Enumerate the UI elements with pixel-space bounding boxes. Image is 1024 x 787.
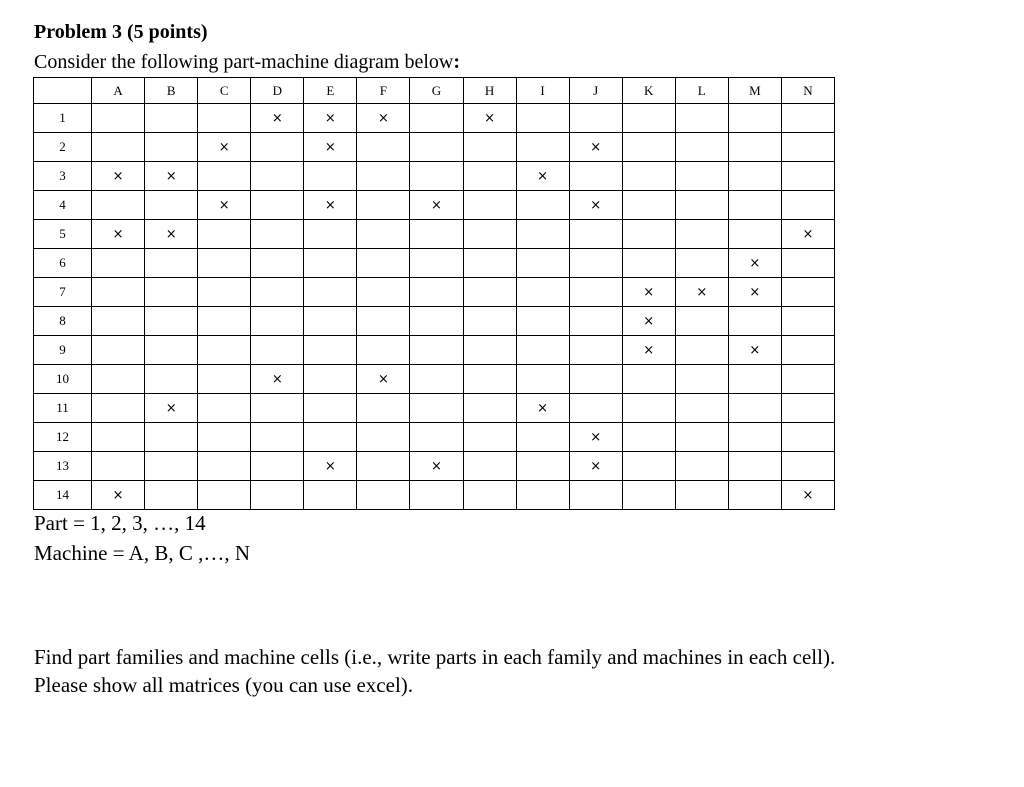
empty-cell-5-c bbox=[198, 220, 251, 249]
empty-cell-3-n bbox=[781, 162, 834, 191]
empty-cell-12-n bbox=[781, 423, 834, 452]
part-row-2 bbox=[34, 133, 835, 162]
part-row-8 bbox=[34, 307, 835, 336]
mark-cell-4-g: × bbox=[410, 191, 463, 220]
empty-cell-12-l bbox=[675, 423, 728, 452]
part-row-13 bbox=[34, 452, 835, 481]
part-row-12 bbox=[34, 423, 835, 452]
empty-cell-12-a bbox=[92, 423, 145, 452]
empty-cell-11-m bbox=[728, 394, 781, 423]
empty-cell-14-l bbox=[675, 481, 728, 510]
empty-cell-12-i bbox=[516, 423, 569, 452]
empty-cell-14-f bbox=[357, 481, 410, 510]
empty-cell-9-h bbox=[463, 336, 516, 365]
mark-cell-2-c: × bbox=[198, 133, 251, 162]
part-label-9: 9 bbox=[34, 336, 92, 365]
machine-header-i: I bbox=[516, 78, 569, 104]
empty-cell-11-d bbox=[251, 394, 304, 423]
machine-header-j: J bbox=[569, 78, 622, 104]
part-label-14: 14 bbox=[34, 481, 92, 510]
empty-cell-4-a bbox=[92, 191, 145, 220]
machine-header-b: B bbox=[145, 78, 198, 104]
empty-cell-11-l bbox=[675, 394, 728, 423]
empty-cell-1-a bbox=[92, 104, 145, 133]
empty-cell-4-f bbox=[357, 191, 410, 220]
empty-cell-4-n bbox=[781, 191, 834, 220]
mark-cell-6-m: × bbox=[728, 249, 781, 278]
empty-cell-10-k bbox=[622, 365, 675, 394]
empty-cell-14-h bbox=[463, 481, 516, 510]
mark-cell-1-f: × bbox=[357, 104, 410, 133]
mark-cell-4-j: × bbox=[569, 191, 622, 220]
empty-cell-5-h bbox=[463, 220, 516, 249]
machine-header-e: E bbox=[304, 78, 357, 104]
empty-cell-13-m bbox=[728, 452, 781, 481]
machine-header-g: G bbox=[410, 78, 463, 104]
empty-cell-6-n bbox=[781, 249, 834, 278]
empty-cell-13-a bbox=[92, 452, 145, 481]
empty-cell-12-f bbox=[357, 423, 410, 452]
empty-cell-6-i bbox=[516, 249, 569, 278]
empty-cell-2-f bbox=[357, 133, 410, 162]
empty-cell-2-b bbox=[145, 133, 198, 162]
empty-cell-7-e bbox=[304, 278, 357, 307]
empty-cell-1-i bbox=[516, 104, 569, 133]
empty-cell-5-d bbox=[251, 220, 304, 249]
empty-cell-7-i bbox=[516, 278, 569, 307]
empty-cell-6-b bbox=[145, 249, 198, 278]
empty-cell-8-e bbox=[304, 307, 357, 336]
empty-cell-11-e bbox=[304, 394, 357, 423]
mark-cell-2-j: × bbox=[569, 133, 622, 162]
empty-cell-6-h bbox=[463, 249, 516, 278]
empty-cell-6-j bbox=[569, 249, 622, 278]
empty-cell-9-g bbox=[410, 336, 463, 365]
empty-cell-9-f bbox=[357, 336, 410, 365]
empty-cell-8-m bbox=[728, 307, 781, 336]
empty-cell-11-k bbox=[622, 394, 675, 423]
empty-cell-3-l bbox=[675, 162, 728, 191]
empty-cell-6-l bbox=[675, 249, 728, 278]
empty-cell-4-m bbox=[728, 191, 781, 220]
mark-cell-8-k: × bbox=[622, 307, 675, 336]
intro-text bbox=[34, 51, 460, 74]
empty-cell-8-i bbox=[516, 307, 569, 336]
part-label-5: 5 bbox=[34, 220, 92, 249]
empty-cell-14-d bbox=[251, 481, 304, 510]
empty-cell-1-b bbox=[145, 104, 198, 133]
empty-cell-14-c bbox=[198, 481, 251, 510]
empty-cell-10-n bbox=[781, 365, 834, 394]
part-label-12: 12 bbox=[34, 423, 92, 452]
empty-cell-5-l bbox=[675, 220, 728, 249]
empty-cell-6-e bbox=[304, 249, 357, 278]
mark-cell-13-j: × bbox=[569, 452, 622, 481]
empty-cell-9-d bbox=[251, 336, 304, 365]
empty-cell-8-f bbox=[357, 307, 410, 336]
empty-cell-14-k bbox=[622, 481, 675, 510]
mark-cell-1-e: × bbox=[304, 104, 357, 133]
empty-cell-9-j bbox=[569, 336, 622, 365]
machine-header-h: H bbox=[463, 78, 516, 104]
empty-cell-8-n bbox=[781, 307, 834, 336]
definitions bbox=[34, 508, 250, 568]
empty-cell-1-k bbox=[622, 104, 675, 133]
part-row-9 bbox=[34, 336, 835, 365]
empty-cell-5-e bbox=[304, 220, 357, 249]
empty-cell-5-m bbox=[728, 220, 781, 249]
part-label-1: 1 bbox=[34, 104, 92, 133]
empty-cell-1-c bbox=[198, 104, 251, 133]
mark-cell-5-a: × bbox=[92, 220, 145, 249]
machine-header-k: K bbox=[622, 78, 675, 104]
empty-cell-14-m bbox=[728, 481, 781, 510]
empty-cell-13-k bbox=[622, 452, 675, 481]
empty-cell-8-g bbox=[410, 307, 463, 336]
empty-cell-11-a bbox=[92, 394, 145, 423]
empty-cell-14-e bbox=[304, 481, 357, 510]
part-label-4: 4 bbox=[34, 191, 92, 220]
empty-cell-10-e bbox=[304, 365, 357, 394]
empty-cell-6-c bbox=[198, 249, 251, 278]
machine-header-l: L bbox=[675, 78, 728, 104]
mark-cell-10-f: × bbox=[357, 365, 410, 394]
empty-cell-10-a bbox=[92, 365, 145, 394]
empty-cell-2-h bbox=[463, 133, 516, 162]
empty-cell-2-i bbox=[516, 133, 569, 162]
empty-cell-12-d bbox=[251, 423, 304, 452]
mark-cell-7-l: × bbox=[675, 278, 728, 307]
empty-cell-12-k bbox=[622, 423, 675, 452]
mark-cell-14-n: × bbox=[781, 481, 834, 510]
empty-cell-1-j bbox=[569, 104, 622, 133]
machine-header-c: C bbox=[198, 78, 251, 104]
empty-cell-7-a bbox=[92, 278, 145, 307]
empty-cell-1-n bbox=[781, 104, 834, 133]
empty-cell-4-l bbox=[675, 191, 728, 220]
mark-cell-11-i: × bbox=[516, 394, 569, 423]
empty-cell-10-h bbox=[463, 365, 516, 394]
empty-cell-8-b bbox=[145, 307, 198, 336]
mark-cell-4-c: × bbox=[198, 191, 251, 220]
empty-cell-7-h bbox=[463, 278, 516, 307]
mark-cell-9-m: × bbox=[728, 336, 781, 365]
mark-cell-13-e: × bbox=[304, 452, 357, 481]
mark-cell-7-k: × bbox=[622, 278, 675, 307]
part-label-8: 8 bbox=[34, 307, 92, 336]
mark-cell-10-d: × bbox=[251, 365, 304, 394]
empty-cell-11-n bbox=[781, 394, 834, 423]
empty-cell-13-n bbox=[781, 452, 834, 481]
empty-cell-12-e bbox=[304, 423, 357, 452]
part-row-14 bbox=[34, 481, 835, 510]
empty-cell-13-b bbox=[145, 452, 198, 481]
empty-cell-6-g bbox=[410, 249, 463, 278]
empty-cell-3-e bbox=[304, 162, 357, 191]
part-label-11: 11 bbox=[34, 394, 92, 423]
empty-cell-4-i bbox=[516, 191, 569, 220]
empty-cell-9-n bbox=[781, 336, 834, 365]
empty-cell-2-m bbox=[728, 133, 781, 162]
part-label-13: 13 bbox=[34, 452, 92, 481]
empty-cell-5-g bbox=[410, 220, 463, 249]
empty-cell-1-l bbox=[675, 104, 728, 133]
empty-cell-9-b bbox=[145, 336, 198, 365]
empty-cell-2-d bbox=[251, 133, 304, 162]
task-line-2: Please show all matrices (you can use excel). bbox=[34, 673, 414, 697]
empty-cell-8-l bbox=[675, 307, 728, 336]
empty-cell-6-f bbox=[357, 249, 410, 278]
empty-cell-7-f bbox=[357, 278, 410, 307]
intro-sentence: Consider the following part-machine diagram below bbox=[34, 51, 454, 73]
empty-cell-5-k bbox=[622, 220, 675, 249]
empty-cell-4-b bbox=[145, 191, 198, 220]
mark-cell-4-e: × bbox=[304, 191, 357, 220]
empty-cell-14-i bbox=[516, 481, 569, 510]
empty-cell-13-l bbox=[675, 452, 728, 481]
empty-cell-12-h bbox=[463, 423, 516, 452]
empty-cell-6-a bbox=[92, 249, 145, 278]
mark-cell-11-b: × bbox=[145, 394, 198, 423]
empty-cell-10-m bbox=[728, 365, 781, 394]
empty-cell-5-f bbox=[357, 220, 410, 249]
empty-cell-3-d bbox=[251, 162, 304, 191]
empty-cell-9-l bbox=[675, 336, 728, 365]
empty-cell-2-l bbox=[675, 133, 728, 162]
empty-cell-10-b bbox=[145, 365, 198, 394]
empty-cell-7-n bbox=[781, 278, 834, 307]
empty-cell-11-h bbox=[463, 394, 516, 423]
mark-cell-14-a: × bbox=[92, 481, 145, 510]
empty-cell-2-n bbox=[781, 133, 834, 162]
empty-cell-3-j bbox=[569, 162, 622, 191]
mark-cell-12-j: × bbox=[569, 423, 622, 452]
empty-cell-3-g bbox=[410, 162, 463, 191]
empty-cell-7-g bbox=[410, 278, 463, 307]
empty-cell-11-f bbox=[357, 394, 410, 423]
empty-cell-14-j bbox=[569, 481, 622, 510]
empty-cell-8-d bbox=[251, 307, 304, 336]
part-definition: Part = 1, 2, 3, …, 14 bbox=[34, 511, 206, 535]
empty-cell-7-b bbox=[145, 278, 198, 307]
empty-cell-4-h bbox=[463, 191, 516, 220]
empty-cell-11-g bbox=[410, 394, 463, 423]
empty-cell-8-a bbox=[92, 307, 145, 336]
empty-cell-13-f bbox=[357, 452, 410, 481]
part-row-7 bbox=[34, 278, 835, 307]
empty-cell-2-a bbox=[92, 133, 145, 162]
intro-colon: : bbox=[453, 51, 460, 73]
empty-cell-13-d bbox=[251, 452, 304, 481]
mark-cell-3-b: × bbox=[145, 162, 198, 191]
part-row-3 bbox=[34, 162, 835, 191]
empty-cell-8-h bbox=[463, 307, 516, 336]
empty-cell-7-d bbox=[251, 278, 304, 307]
part-label-7: 7 bbox=[34, 278, 92, 307]
empty-cell-11-j bbox=[569, 394, 622, 423]
empty-cell-10-l bbox=[675, 365, 728, 394]
part-row-11 bbox=[34, 394, 835, 423]
mark-cell-7-m: × bbox=[728, 278, 781, 307]
empty-cell-13-h bbox=[463, 452, 516, 481]
empty-cell-9-i bbox=[516, 336, 569, 365]
mark-cell-1-d: × bbox=[251, 104, 304, 133]
empty-cell-7-j bbox=[569, 278, 622, 307]
empty-cell-13-c bbox=[198, 452, 251, 481]
part-label-10: 10 bbox=[34, 365, 92, 394]
machine-header-d: D bbox=[251, 78, 304, 104]
machine-header-row bbox=[34, 78, 835, 104]
part-row-6 bbox=[34, 249, 835, 278]
empty-cell-8-c bbox=[198, 307, 251, 336]
empty-cell-12-c bbox=[198, 423, 251, 452]
mark-cell-13-g: × bbox=[410, 452, 463, 481]
part-label-2: 2 bbox=[34, 133, 92, 162]
machine-definition: Machine = A, B, C ,…, N bbox=[34, 541, 250, 565]
empty-cell-7-c bbox=[198, 278, 251, 307]
machine-header-f: F bbox=[357, 78, 410, 104]
empty-cell-9-e bbox=[304, 336, 357, 365]
empty-cell-5-j bbox=[569, 220, 622, 249]
mark-cell-3-i: × bbox=[516, 162, 569, 191]
problem-heading: Problem 3 (5 points) bbox=[34, 21, 208, 43]
empty-cell-9-c bbox=[198, 336, 251, 365]
empty-cell-12-m bbox=[728, 423, 781, 452]
part-row-10 bbox=[34, 365, 835, 394]
empty-cell-10-c bbox=[198, 365, 251, 394]
empty-cell-2-k bbox=[622, 133, 675, 162]
mark-cell-5-n: × bbox=[781, 220, 834, 249]
empty-cell-6-d bbox=[251, 249, 304, 278]
mark-cell-9-k: × bbox=[622, 336, 675, 365]
empty-cell-3-f bbox=[357, 162, 410, 191]
empty-cell-12-b bbox=[145, 423, 198, 452]
empty-cell-10-j bbox=[569, 365, 622, 394]
empty-cell-3-k bbox=[622, 162, 675, 191]
empty-cell-1-m bbox=[728, 104, 781, 133]
machine-header-n: N bbox=[781, 78, 834, 104]
empty-cell-14-g bbox=[410, 481, 463, 510]
part-row-5 bbox=[34, 220, 835, 249]
empty-cell-9-a bbox=[92, 336, 145, 365]
task-line-1: Find part families and machine cells (i.e., write parts in each family and machines in each cell). bbox=[34, 645, 836, 669]
mark-cell-3-a: × bbox=[92, 162, 145, 191]
empty-cell-4-k bbox=[622, 191, 675, 220]
empty-cell-8-j bbox=[569, 307, 622, 336]
empty-cell-3-c bbox=[198, 162, 251, 191]
empty-cell-11-c bbox=[198, 394, 251, 423]
empty-cell-5-i bbox=[516, 220, 569, 249]
empty-cell-1-g bbox=[410, 104, 463, 133]
empty-cell-13-i bbox=[516, 452, 569, 481]
corner-cell bbox=[34, 78, 92, 104]
matrix-body bbox=[34, 104, 835, 510]
machine-header-m: M bbox=[728, 78, 781, 104]
empty-cell-4-d bbox=[251, 191, 304, 220]
empty-cell-6-k bbox=[622, 249, 675, 278]
empty-cell-10-i bbox=[516, 365, 569, 394]
part-label-6: 6 bbox=[34, 249, 92, 278]
empty-cell-2-g bbox=[410, 133, 463, 162]
empty-cell-3-h bbox=[463, 162, 516, 191]
part-label-3: 3 bbox=[34, 162, 92, 191]
part-row-4 bbox=[34, 191, 835, 220]
empty-cell-14-b bbox=[145, 481, 198, 510]
part-machine-matrix bbox=[33, 77, 835, 510]
part-row-1 bbox=[34, 104, 835, 133]
mark-cell-1-h: × bbox=[463, 104, 516, 133]
task-instructions bbox=[34, 643, 835, 699]
mark-cell-2-e: × bbox=[304, 133, 357, 162]
empty-cell-3-m bbox=[728, 162, 781, 191]
machine-header-a: A bbox=[92, 78, 145, 104]
mark-cell-5-b: × bbox=[145, 220, 198, 249]
empty-cell-10-g bbox=[410, 365, 463, 394]
empty-cell-12-g bbox=[410, 423, 463, 452]
